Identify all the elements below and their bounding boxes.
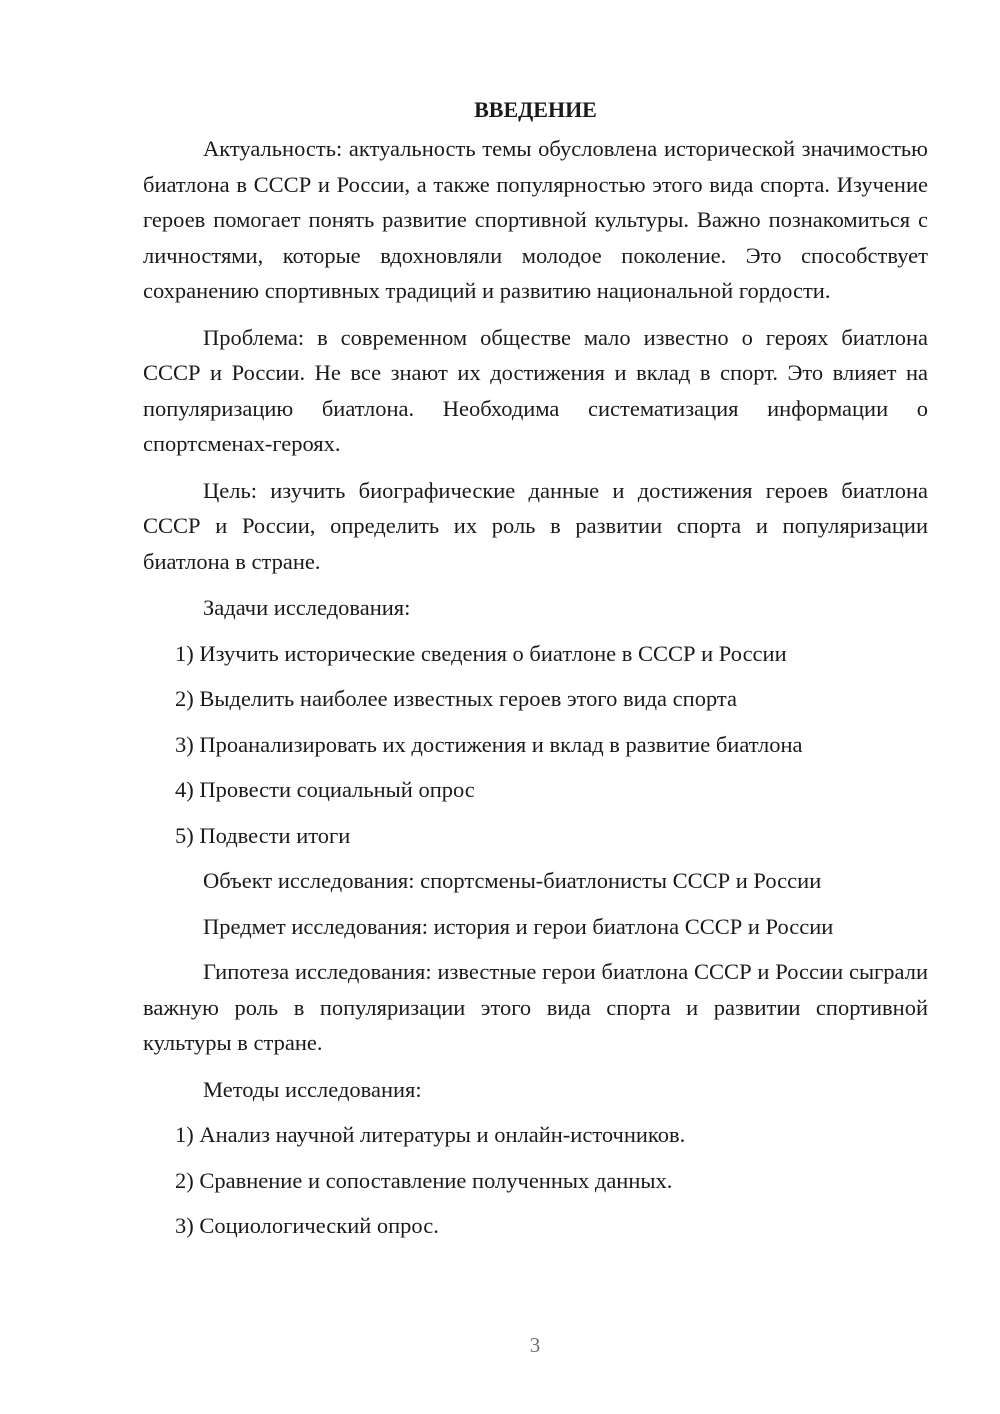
problem-paragraph: Проблема: в современном обществе мало известно о героях биатлона СССР и России. Не все знают их достижения и вклад в спорт. Это влияет на популяризацию биатлона. Необходима систематизация информации о спортсменах-героях. (143, 324, 928, 456)
tasks-list (143, 636, 928, 854)
method-item: 1) Анализ научной литературы и онлайн-источников. (175, 1122, 686, 1147)
hypothesis-paragraph: Гипотеза исследования: известные герои биатлона СССР и России сыграли важную роль в популяризации этого вида спорта и развитии спортивной культуры в стране. (143, 959, 928, 1055)
task-item: 5) Подвести итоги (175, 822, 351, 848)
task-item: 4) Провести социальный опрос (175, 777, 475, 802)
research-subject: Предмет исследования: история и герои биатлона СССР и России (203, 913, 834, 939)
task-item: 3) Проанализировать их достижения и вклад в развитие биатлона (175, 731, 803, 757)
methods-heading: Методы исследования: (203, 1076, 422, 1102)
method-item: 3) Социологический опрос. (175, 1213, 439, 1238)
goal-paragraph: Цель: изучить биографические данные и достижения героев биатлона СССР и России, определить их роль в развитии спорта и популяризации биатлона в стране. (143, 477, 928, 574)
document-page (143, 92, 928, 1254)
task-item: 1) Изучить исторические сведения о биатлоне в СССР и России (175, 640, 787, 666)
method-item: 2) Сравнение и сопоставление полученных данных. (175, 1167, 673, 1193)
relevance-paragraph: Актуальность: актуальность темы обусловлена исторической значимостью биатлона в СССР и России, а также популярностью этого вида спорта. Изучение героев помогает понять развитие спортивной культуры. Важно познакомиться с личностями, которые вдохновляли молодое поколение. Это способствует сохранению спортивных традиций и развитию национальной гордости. (143, 136, 928, 303)
task-item: 2) Выделить наиболее известных героев этого вида спорта (175, 686, 737, 711)
tasks-heading: Задачи исследования: (203, 595, 411, 620)
section-title: ВВЕДЕНИЕ (474, 97, 597, 122)
page-number: 3 (529, 1333, 541, 1357)
methods-list (143, 1117, 928, 1244)
research-object: Объект исследования: спортсмены-биатлонисты СССР и России (203, 868, 822, 893)
